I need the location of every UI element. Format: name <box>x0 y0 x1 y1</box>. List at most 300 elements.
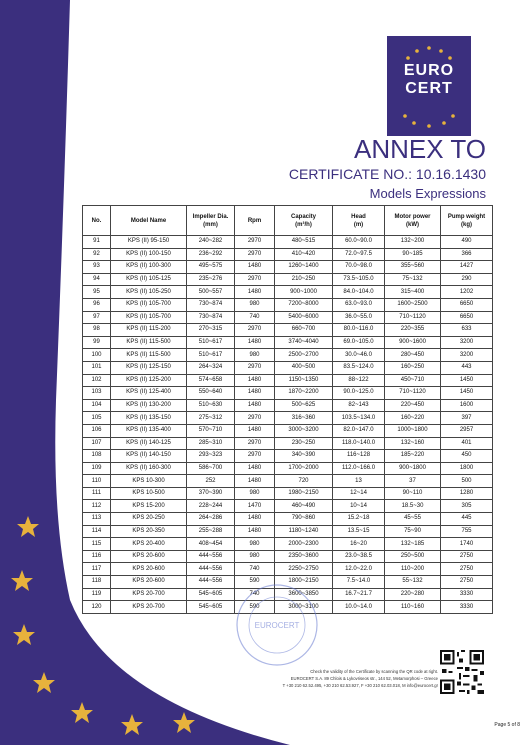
table-cell: 370~390 <box>187 487 235 500</box>
table-cell: 220~450 <box>385 399 441 412</box>
column-header-unit: (m³/h) <box>295 221 312 228</box>
table-row <box>83 399 493 412</box>
table-cell: 95 <box>83 286 111 299</box>
table-cell: KPS (II) 140-125 <box>111 437 187 450</box>
footer-line-address: EUROCERT S.A. 89 Chlois & Lykovriseos str., 144 52, Metamorphosi – Greece <box>290 676 438 681</box>
table-cell: 2957 <box>441 424 493 437</box>
table-cell: 117 <box>83 563 111 576</box>
table-cell: 220~280 <box>385 588 441 601</box>
column-header-label: Rpm <box>247 217 262 224</box>
table-cell: KPS 20-600 <box>111 576 187 589</box>
table-cell: 88~122 <box>333 374 385 387</box>
table-cell: KPS (II) 95-150 <box>111 236 187 249</box>
table-cell: 1800~2150 <box>275 576 333 589</box>
table-cell: 93 <box>83 261 111 274</box>
table-cell: 570~710 <box>187 424 235 437</box>
table-cell: 3330 <box>441 588 493 601</box>
table-cell: 574~658 <box>187 374 235 387</box>
table-cell: 13.5~15 <box>333 525 385 538</box>
table-row <box>83 500 493 513</box>
table-cell: KPS (II) 105-700 <box>111 311 187 324</box>
table-cell: 69.0~105.0 <box>333 336 385 349</box>
table-cell: 1480 <box>235 525 275 538</box>
table-cell: 120 <box>83 601 111 614</box>
table-cell: 397 <box>441 412 493 425</box>
footer-text <box>180 668 438 689</box>
table-cell: 2250~2750 <box>275 563 333 576</box>
table-cell: 75~90 <box>385 525 441 538</box>
column-header-unit: (m) <box>353 221 364 228</box>
table-cell: 2750 <box>441 563 493 576</box>
table-cell: 500~625 <box>275 399 333 412</box>
table-cell: 285~310 <box>187 437 235 450</box>
table-cell: 106 <box>83 424 111 437</box>
table-cell: 82.0~147.0 <box>333 424 385 437</box>
table-cell: 97 <box>83 311 111 324</box>
table-row <box>83 563 493 576</box>
table-cell: KPS 20-700 <box>111 588 187 601</box>
table-cell: 110 <box>83 475 111 488</box>
table-cell: 100 <box>83 349 111 362</box>
table-cell: 2350~3600 <box>275 550 333 563</box>
stamp-text: EUROCERT <box>254 621 300 630</box>
table-cell: KPS (II) 105-250 <box>111 286 187 299</box>
table-cell: 16~20 <box>333 538 385 551</box>
table-row <box>83 324 493 337</box>
table-cell: 1480 <box>235 513 275 526</box>
column-header <box>187 206 235 236</box>
table-cell: KPS (II) 130-200 <box>111 399 187 412</box>
table-cell: 132~200 <box>385 236 441 249</box>
table-cell: 6650 <box>441 298 493 311</box>
table-cell: 60.0~90.0 <box>333 236 385 249</box>
table-cell: 590 <box>235 576 275 589</box>
table-cell: 12.0~22.0 <box>333 563 385 576</box>
table-row <box>83 462 493 475</box>
logo-text-line2: CERT <box>405 80 453 97</box>
table-cell: KPS 10-300 <box>111 475 187 488</box>
table-cell: 2000~2300 <box>275 538 333 551</box>
table-cell: 252 <box>187 475 235 488</box>
table-cell: 710~1120 <box>385 311 441 324</box>
table-cell: KPS (II) 100-150 <box>111 248 187 261</box>
table-cell: 36.0~55.0 <box>333 311 385 324</box>
certificate-number: CERTIFICATE NO.: 10.16.1430 <box>288 166 486 182</box>
table-cell: 1450 <box>441 374 493 387</box>
table-cell: 1280 <box>441 487 493 500</box>
table-cell: 90~110 <box>385 487 441 500</box>
table-cell: 590 <box>235 601 275 614</box>
table-cell: 220~355 <box>385 324 441 337</box>
table-cell: KPS (II) 105-125 <box>111 273 187 286</box>
table-cell: 7.5~14.0 <box>333 576 385 589</box>
table-cell: 10.0~14.0 <box>333 601 385 614</box>
table-cell: 118 <box>83 576 111 589</box>
table-cell: KPS 20-250 <box>111 513 187 526</box>
table-cell: 264~324 <box>187 361 235 374</box>
table-cell: 96 <box>83 298 111 311</box>
table-cell: 315~400 <box>385 286 441 299</box>
table-row <box>83 336 493 349</box>
table-cell: 18.5~30 <box>385 500 441 513</box>
table-cell: 15.2~18 <box>333 513 385 526</box>
table-cell: 94 <box>83 273 111 286</box>
table-cell: 2500~2700 <box>275 349 333 362</box>
table-cell: 460~490 <box>275 500 333 513</box>
table-row <box>83 487 493 500</box>
column-header-label: Capacity <box>290 213 316 220</box>
column-header <box>235 206 275 236</box>
table-cell: 103 <box>83 387 111 400</box>
table-cell: KPS (II) 125-200 <box>111 374 187 387</box>
table-cell: 980 <box>235 550 275 563</box>
table-cell: 12~14 <box>333 487 385 500</box>
table-cell: 13 <box>333 475 385 488</box>
table-cell: 185~220 <box>385 450 441 463</box>
table-cell: 2750 <box>441 550 493 563</box>
table-header-row <box>83 206 493 236</box>
page-number: Page 5 of 8 <box>494 722 520 728</box>
table-cell: 6650 <box>441 311 493 324</box>
table-cell: 132~160 <box>385 437 441 450</box>
table-cell: 290 <box>441 273 493 286</box>
table-cell: 70.0~98.0 <box>333 261 385 274</box>
table-row <box>83 273 493 286</box>
column-header-unit: (kW) <box>406 221 419 228</box>
table-row <box>83 349 493 362</box>
table-cell: 980 <box>235 298 275 311</box>
table-row <box>83 236 493 249</box>
table-cell: 445 <box>441 513 493 526</box>
table-cell: 490 <box>441 236 493 249</box>
table-cell: KPS (II) 115-200 <box>111 324 187 337</box>
table-cell: 355~560 <box>385 261 441 274</box>
column-header-label: No. <box>91 217 102 224</box>
eurocert-logo <box>387 36 471 136</box>
table-cell: 264~286 <box>187 513 235 526</box>
table-cell: 280~450 <box>385 349 441 362</box>
table-cell: 510~617 <box>187 349 235 362</box>
table-row <box>83 513 493 526</box>
table-cell: 1980~2150 <box>275 487 333 500</box>
table-cell: 116~128 <box>333 450 385 463</box>
table-cell: 1150~1350 <box>275 374 333 387</box>
table-cell: 255~288 <box>187 525 235 538</box>
table-cell: 118.0~140.0 <box>333 437 385 450</box>
table-cell: 980 <box>235 487 275 500</box>
column-header <box>83 206 111 236</box>
table-cell: 1480 <box>235 462 275 475</box>
column-header <box>385 206 441 236</box>
table-row <box>83 374 493 387</box>
table-cell: 1470 <box>235 500 275 513</box>
table-cell: 37 <box>385 475 441 488</box>
table-cell: 550~640 <box>187 387 235 400</box>
column-header-unit: (mm) <box>203 221 218 228</box>
table-cell: KPS 20-350 <box>111 525 187 538</box>
table-cell: 510~630 <box>187 399 235 412</box>
table-cell: 710~1120 <box>385 387 441 400</box>
table-cell: 740 <box>235 563 275 576</box>
table-cell: 112 <box>83 500 111 513</box>
column-header-label: Motor power <box>394 213 431 220</box>
table-cell: KPS (II) 140-150 <box>111 450 187 463</box>
table-cell: 1427 <box>441 261 493 274</box>
table-cell: KPS 20-600 <box>111 563 187 576</box>
table-cell: 105 <box>83 412 111 425</box>
table-cell: 5400~6000 <box>275 311 333 324</box>
table-cell: 500~557 <box>187 286 235 299</box>
footer-line-contacts: T +30 210 62.52.495, +30 210 62.53.927, F +30 210 62.03.018, M info@eurocert.gr <box>282 683 438 688</box>
table-cell: 450 <box>441 450 493 463</box>
table-cell: 545~605 <box>187 588 235 601</box>
table-cell: 1480 <box>235 261 275 274</box>
table-cell: 740 <box>235 311 275 324</box>
column-header <box>333 206 385 236</box>
table-row <box>83 286 493 299</box>
table-cell: 730~874 <box>187 311 235 324</box>
table-cell: 114 <box>83 525 111 538</box>
table-row <box>83 248 493 261</box>
table-cell: 1480 <box>235 387 275 400</box>
table-cell: 495~575 <box>187 261 235 274</box>
table-cell: 30.0~46.0 <box>333 349 385 362</box>
table-cell: 90~185 <box>385 248 441 261</box>
logo-text-line1: EURO <box>403 62 455 79</box>
table-cell: 23.0~38.5 <box>333 550 385 563</box>
table-cell: 2970 <box>235 412 275 425</box>
table-cell: 980 <box>235 349 275 362</box>
table-cell: 132~185 <box>385 538 441 551</box>
table-cell: 112.0~166.0 <box>333 462 385 475</box>
table-row <box>83 361 493 374</box>
table-cell: 90.0~125.0 <box>333 387 385 400</box>
table-cell: KPS (II) 105-700 <box>111 298 187 311</box>
table-cell: 400~500 <box>275 361 333 374</box>
table-row <box>83 311 493 324</box>
table-cell: 2970 <box>235 248 275 261</box>
table-cell: 3740~4040 <box>275 336 333 349</box>
table-cell: 98 <box>83 324 111 337</box>
table-cell: 900~1600 <box>385 336 441 349</box>
table-cell: 586~700 <box>187 462 235 475</box>
table-cell: KPS 10-500 <box>111 487 187 500</box>
table-row <box>83 437 493 450</box>
table-cell: 1600 <box>441 399 493 412</box>
table-cell: 210~250 <box>275 273 333 286</box>
table-cell: 1260~1400 <box>275 261 333 274</box>
table-cell: 270~315 <box>187 324 235 337</box>
models-table <box>82 205 493 614</box>
table-cell: 45~55 <box>385 513 441 526</box>
table-cell: 900~1000 <box>275 286 333 299</box>
table-cell: 1870~2200 <box>275 387 333 400</box>
table-cell: 72.0~97.5 <box>333 248 385 261</box>
table-cell: 16.7~21.7 <box>333 588 385 601</box>
table-cell: 305 <box>441 500 493 513</box>
column-header-label: Impeller Dia. <box>192 213 229 220</box>
table-row <box>83 298 493 311</box>
table-cell: 1700~2000 <box>275 462 333 475</box>
column-header <box>441 206 493 236</box>
table-cell: 316~360 <box>275 412 333 425</box>
table-cell: 2970 <box>235 437 275 450</box>
table-cell: 103.5~134.0 <box>333 412 385 425</box>
table-cell: 75~132 <box>385 273 441 286</box>
table-cell: 340~390 <box>275 450 333 463</box>
table-cell: 1480 <box>235 424 275 437</box>
qr-code-icon[interactable] <box>440 650 484 694</box>
table-cell: 107 <box>83 437 111 450</box>
table-cell: 2970 <box>235 236 275 249</box>
table-cell: 410~420 <box>275 248 333 261</box>
table-cell: 228~244 <box>187 500 235 513</box>
table-cell: 2750 <box>441 576 493 589</box>
table-cell: KPS (II) 160-300 <box>111 462 187 475</box>
table-cell: 980 <box>235 538 275 551</box>
table-cell: 480~515 <box>275 236 333 249</box>
table-cell: 230~250 <box>275 437 333 450</box>
table-cell: 1480 <box>235 374 275 387</box>
table-cell: 1600~2500 <box>385 298 441 311</box>
table-cell: 3600~3850 <box>275 588 333 601</box>
table-cell: 2970 <box>235 361 275 374</box>
table-cell: 240~282 <box>187 236 235 249</box>
table-cell: KPS 20-400 <box>111 538 187 551</box>
table-cell: 110~160 <box>385 601 441 614</box>
table-row <box>83 387 493 400</box>
table-cell: 82~143 <box>333 399 385 412</box>
table-cell: 1450 <box>441 387 493 400</box>
table-cell: 109 <box>83 462 111 475</box>
table-cell: 115 <box>83 538 111 551</box>
table-cell: 1740 <box>441 538 493 551</box>
table-cell: 720 <box>275 475 333 488</box>
table-cell: 3000~3100 <box>275 601 333 614</box>
table-cell: 2970 <box>235 273 275 286</box>
table-cell: 1202 <box>441 286 493 299</box>
table-cell: 500 <box>441 475 493 488</box>
table-cell: 633 <box>441 324 493 337</box>
table-row <box>83 412 493 425</box>
table-cell: 63.0~93.0 <box>333 298 385 311</box>
table-cell: 80.0~116.0 <box>333 324 385 337</box>
table-cell: KPS (II) 135-400 <box>111 424 187 437</box>
table-cell: 119 <box>83 588 111 601</box>
table-cell: KPS (II) 125-150 <box>111 361 187 374</box>
table-row <box>83 424 493 437</box>
table-row <box>83 475 493 488</box>
table-cell: 790~860 <box>275 513 333 526</box>
table-cell: KPS (II) 125-400 <box>111 387 187 400</box>
table-row <box>83 550 493 563</box>
table-cell: 1480 <box>235 286 275 299</box>
models-subtitle: Models Expressions <box>369 186 486 201</box>
table-cell: 236~292 <box>187 248 235 261</box>
table-cell: 1480 <box>235 399 275 412</box>
table-cell: KPS (II) 115-500 <box>111 349 187 362</box>
table-cell: 3200 <box>441 336 493 349</box>
table-cell: 111 <box>83 487 111 500</box>
table-cell: 444~556 <box>187 563 235 576</box>
logo-stars-icon <box>387 36 471 136</box>
table-cell: KPS 20-700 <box>111 601 187 614</box>
table-cell: 1800 <box>441 462 493 475</box>
annex-title: ANNEX TO <box>354 134 486 164</box>
table-cell: 443 <box>441 361 493 374</box>
table-cell: 102 <box>83 374 111 387</box>
table-cell: 401 <box>441 437 493 450</box>
table-cell: 235~276 <box>187 273 235 286</box>
footer-line-validity: Check the validity of the Certificate by scanning the QR code at right. <box>310 669 438 674</box>
table-cell: KPS (II) 100-300 <box>111 261 187 274</box>
table-cell: 275~312 <box>187 412 235 425</box>
table-cell: 104 <box>83 399 111 412</box>
table-cell: 99 <box>83 336 111 349</box>
table-cell: 110~200 <box>385 563 441 576</box>
table-cell: 510~617 <box>187 336 235 349</box>
table-cell: 3000~3200 <box>275 424 333 437</box>
table-cell: 450~710 <box>385 374 441 387</box>
table-cell: 83.5~124.0 <box>333 361 385 374</box>
table-cell: 1000~1800 <box>385 424 441 437</box>
table-cell: KPS 15-200 <box>111 500 187 513</box>
table-body <box>83 236 493 614</box>
table-cell: 160~250 <box>385 361 441 374</box>
table-cell: 1480 <box>235 475 275 488</box>
table-cell: 900~1800 <box>385 462 441 475</box>
column-header <box>111 206 187 236</box>
column-header-label: Model Name <box>130 217 167 224</box>
table-cell: 250~500 <box>385 550 441 563</box>
table-cell: 1180~1240 <box>275 525 333 538</box>
table-cell: KPS (II) 115-500 <box>111 336 187 349</box>
table-cell: 366 <box>441 248 493 261</box>
table-cell: 755 <box>441 525 493 538</box>
table-row <box>83 525 493 538</box>
table-cell: 7200~8000 <box>275 298 333 311</box>
table-cell: 73.5~105.0 <box>333 273 385 286</box>
table-cell: 2970 <box>235 450 275 463</box>
column-header-unit: (kg) <box>461 221 472 228</box>
company-stamp <box>232 580 322 670</box>
table-cell: 160~220 <box>385 412 441 425</box>
table-cell: 108 <box>83 450 111 463</box>
table-cell: 10~14 <box>333 500 385 513</box>
table-cell: KPS 20-600 <box>111 550 187 563</box>
table-cell: 113 <box>83 513 111 526</box>
table-cell: 444~556 <box>187 550 235 563</box>
table-row <box>83 450 493 463</box>
table-cell: 730~874 <box>187 298 235 311</box>
table-row <box>83 261 493 274</box>
table-cell: 545~605 <box>187 601 235 614</box>
table-cell: 444~556 <box>187 576 235 589</box>
table-cell: 408~454 <box>187 538 235 551</box>
table-cell: 55~132 <box>385 576 441 589</box>
table-cell: 2970 <box>235 324 275 337</box>
table-cell: 91 <box>83 236 111 249</box>
table-cell: 101 <box>83 361 111 374</box>
column-header-label: Pump weight <box>447 213 486 220</box>
table-cell: 660~700 <box>275 324 333 337</box>
table-cell: 1480 <box>235 336 275 349</box>
table-cell: 740 <box>235 588 275 601</box>
column-header <box>275 206 333 236</box>
table-cell: 3200 <box>441 349 493 362</box>
table-cell: 293~323 <box>187 450 235 463</box>
table-row <box>83 538 493 551</box>
